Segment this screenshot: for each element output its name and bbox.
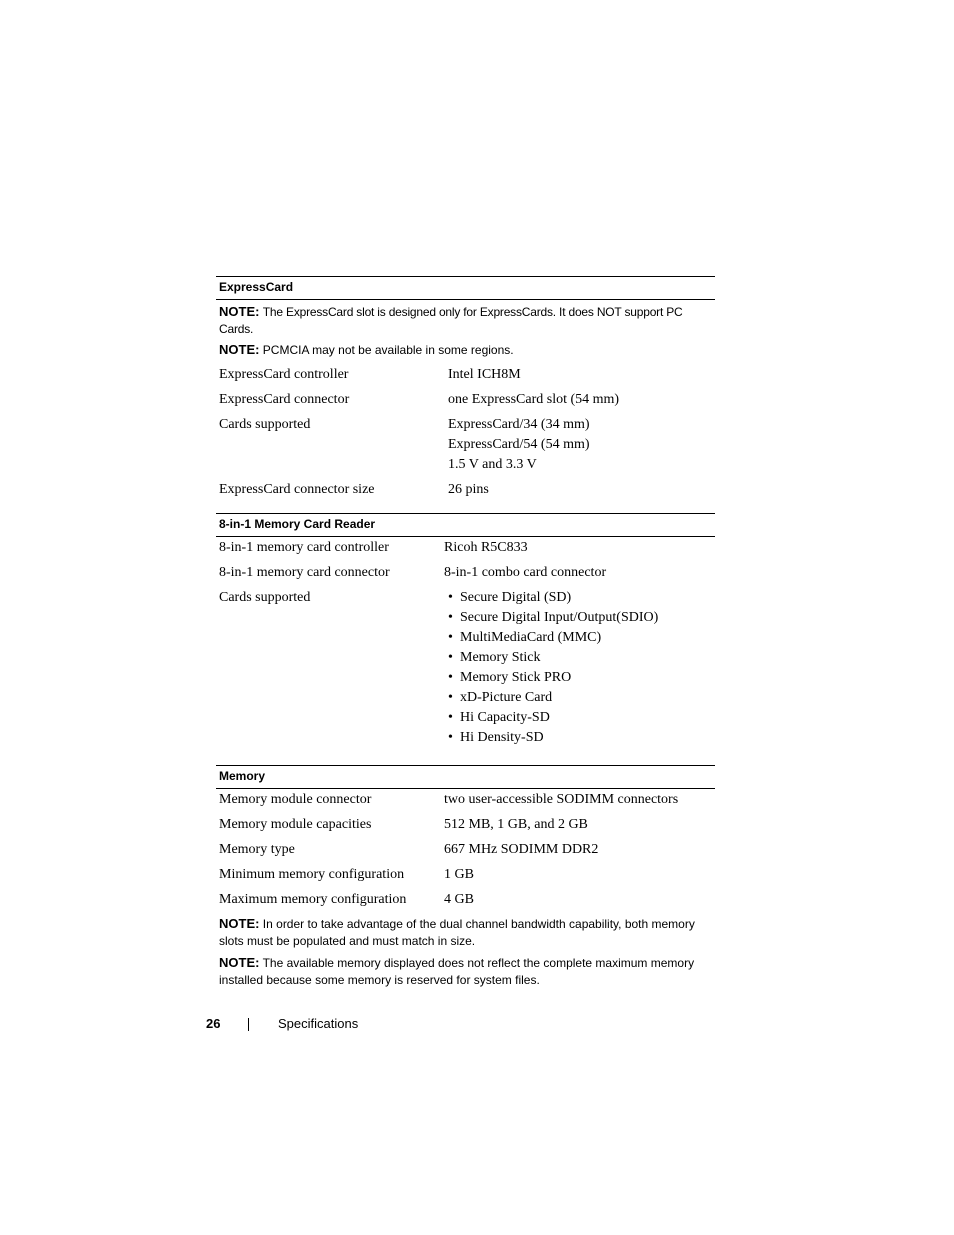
card-reader-header: 8-in-1 Memory Card Reader bbox=[216, 513, 715, 537]
bullet-list bbox=[444, 588, 715, 748]
spec-value: ExpressCard/54 (54 mm) bbox=[448, 437, 590, 452]
memory-note-1 bbox=[216, 915, 715, 950]
spec-value: 8-in-1 combo card connector bbox=[444, 565, 607, 580]
spec-row-cards-supported-reader bbox=[216, 588, 715, 748]
spec-row-memory-connector bbox=[216, 790, 715, 810]
spec-label: Memory module capacities bbox=[219, 817, 372, 832]
footer-separator bbox=[248, 1018, 249, 1031]
spec-row-min-memory bbox=[216, 865, 715, 885]
list-item: • Secure Digital Input/Output(SDIO) bbox=[444, 608, 715, 628]
spec-value: 512 MB, 1 GB, and 2 GB bbox=[444, 817, 588, 832]
note-label: NOTE: bbox=[219, 304, 260, 319]
spec-label: Minimum memory configuration bbox=[219, 867, 405, 882]
spec-value: Intel ICH8M bbox=[448, 367, 521, 382]
spec-label: 8-in-1 memory card connector bbox=[219, 565, 390, 580]
note-label: NOTE: bbox=[219, 955, 260, 970]
spec-label: ExpressCard controller bbox=[219, 367, 349, 382]
spec-value: 4 GB bbox=[444, 892, 474, 907]
spec-label: 8-in-1 memory card controller bbox=[219, 540, 389, 555]
spec-label: ExpressCard connector size bbox=[219, 482, 375, 497]
spec-value: one ExpressCard slot (54 mm) bbox=[448, 392, 620, 407]
note-text: The ExpressCard slot is designed only for ExpressCards. It does NOT support PC Cards. bbox=[219, 305, 683, 336]
note-text: In order to take advantage of the dual channel bandwidth capability, both memory slots must be populated and must match in size. bbox=[219, 917, 695, 948]
spec-value: 26 pins bbox=[448, 482, 489, 497]
spec-label: Memory module connector bbox=[219, 792, 372, 807]
spec-label: ExpressCard connector bbox=[219, 392, 350, 407]
spec-row-max-memory bbox=[216, 890, 715, 910]
spec-value: 1 GB bbox=[444, 867, 474, 882]
spec-row-memory-type bbox=[216, 840, 715, 860]
spec-value: ExpressCard/34 (34 mm) bbox=[448, 417, 590, 432]
spec-label: Maximum memory configuration bbox=[219, 892, 407, 907]
list-item: • Hi Capacity-SD bbox=[444, 708, 715, 728]
note-text: PCMCIA may not be available in some regions. bbox=[262, 343, 514, 357]
spec-row-card-controller bbox=[216, 538, 715, 558]
spec-label: Memory type bbox=[219, 842, 295, 857]
spec-value-list bbox=[448, 415, 715, 475]
memory-note-2 bbox=[216, 954, 715, 989]
spec-row-connector-size bbox=[216, 480, 715, 500]
footer-section-name: Specifications bbox=[278, 1016, 359, 1031]
spec-row-card-connector bbox=[216, 563, 715, 583]
list-item: • Memory Stick PRO bbox=[444, 668, 715, 688]
spec-page bbox=[216, 276, 715, 989]
spec-row-memory-capacities bbox=[216, 815, 715, 835]
list-item: • Secure Digital (SD) bbox=[444, 588, 715, 608]
cards-list bbox=[444, 588, 715, 748]
expresscard-header: ExpressCard bbox=[216, 276, 715, 300]
spec-label: Cards supported bbox=[219, 417, 311, 432]
note-label: NOTE: bbox=[219, 342, 260, 357]
list-item: • xD-Picture Card bbox=[444, 688, 715, 708]
expresscard-note-1 bbox=[216, 303, 715, 338]
page-number: 26 bbox=[206, 1016, 221, 1031]
memory-header: Memory bbox=[216, 765, 715, 789]
spec-row-expresscard-connector bbox=[216, 390, 715, 410]
expresscard-note-2 bbox=[216, 341, 715, 359]
note-label: NOTE: bbox=[219, 916, 260, 931]
note-text: The available memory displayed does not reflect the complete maximum memory installed because some memory is reserved for system files. bbox=[219, 956, 695, 987]
list-item: • Memory Stick bbox=[444, 648, 715, 668]
spec-row-expresscard-controller bbox=[216, 365, 715, 385]
list-item: • Hi Density-SD bbox=[444, 728, 715, 748]
list-item: • MultiMediaCard (MMC) bbox=[444, 628, 715, 648]
spec-value: two user-accessible SODIMM connectors bbox=[444, 792, 679, 807]
spec-label: Cards supported bbox=[219, 590, 311, 605]
spec-row-cards-supported bbox=[216, 415, 715, 475]
spec-value: 667 MHz SODIMM DDR2 bbox=[444, 842, 599, 857]
spec-value: 1.5 V and 3.3 V bbox=[448, 457, 537, 472]
spec-value: Ricoh R5C833 bbox=[444, 540, 528, 555]
